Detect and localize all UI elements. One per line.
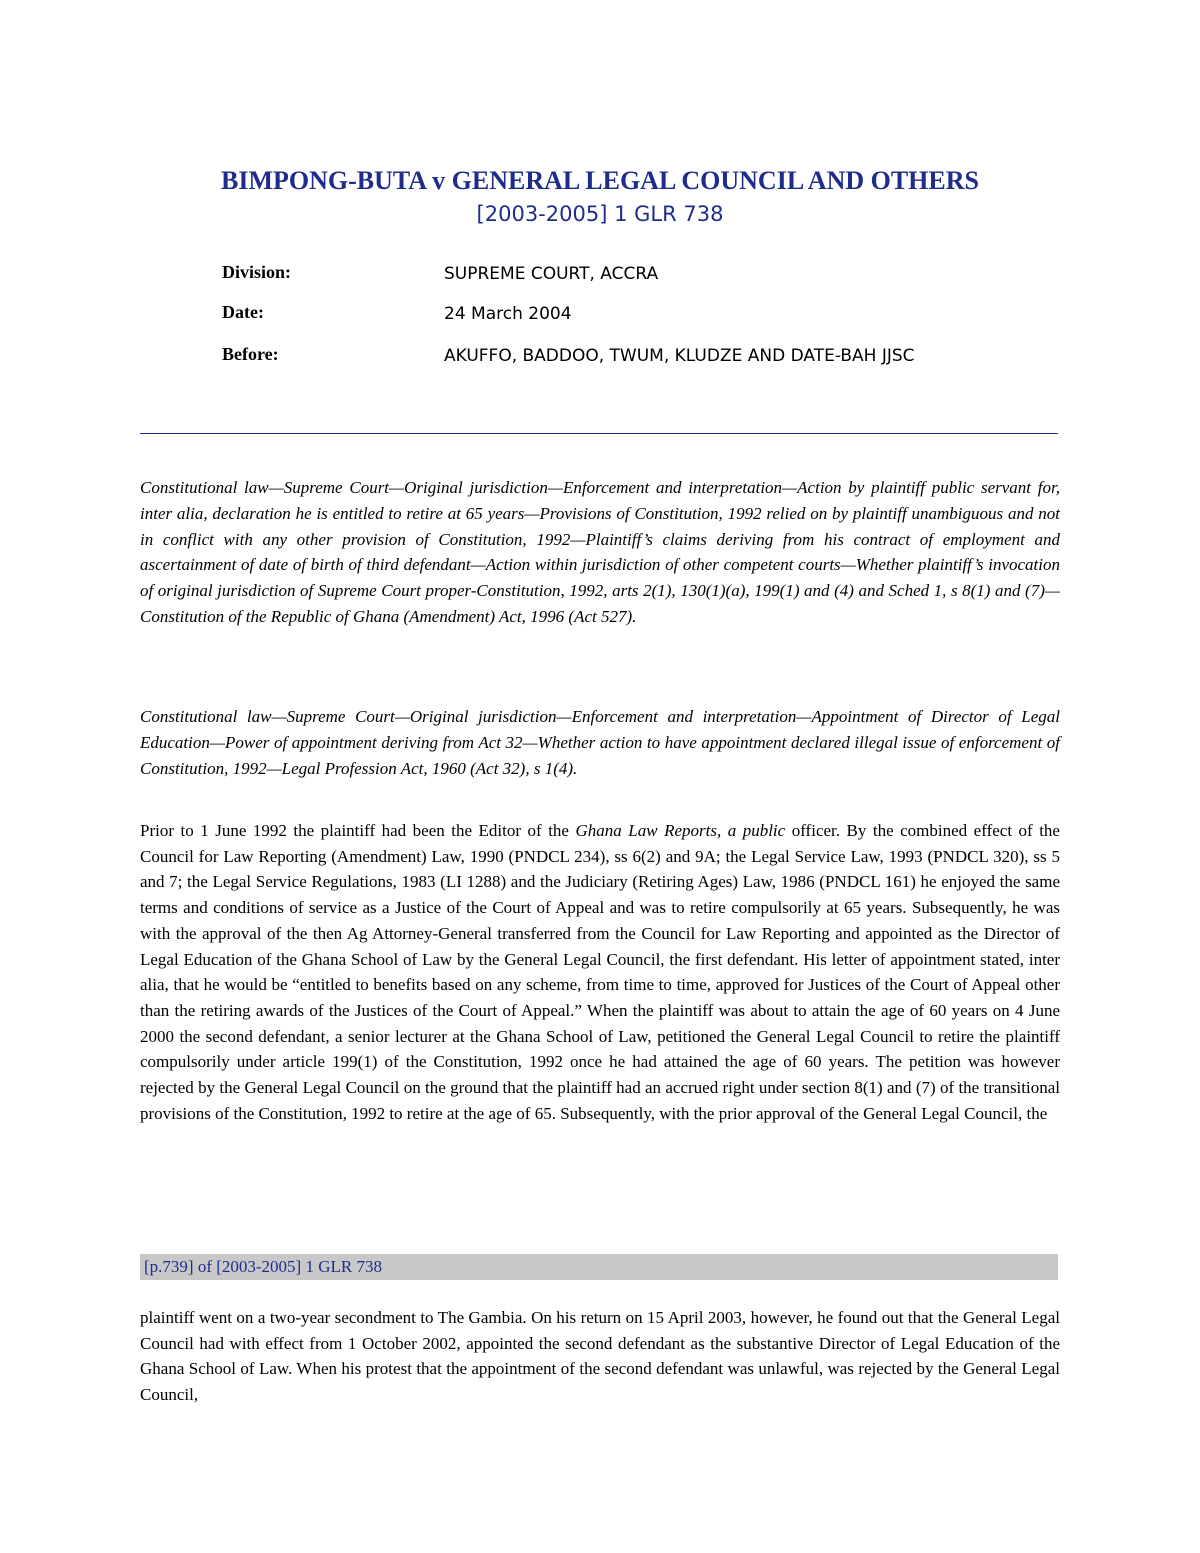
headnote-2: Constitutional law—Supreme Court—Original jurisdiction—Enforcement and interpretation—Appointment of Director of Legal Education—Power of appointment deriving from Act 32—Whether action to have appointment declared illegal issue of enforcement of Constitution, 1992—Legal Profession Act, 1960 (Act 32), s 1(4). [140,707,1060,778]
date-value: 24 March 2004 [444,304,572,324]
page-marker: [p.739] of [2003-2005] 1 GLR 738 [140,1254,1058,1280]
para1-text-start: Prior to 1 June 1992 the plaintiff had been the Editor of the [140,821,576,840]
case-title: BIMPONG-BUTA v GENERAL LEGAL COUNCIL AND OTHERS [221,166,979,195]
para1-text-end: officer. By the combined effect of the Council for Law Reporting (Amendment) Law, 1990 (PNDCL 234), ss 6(2) and 9A; the Legal Service Law, 1993 (PNDCL 320), ss 5 and 7; the Legal Service Regulations, 1983 (LI 1288) and the Judiciary (Retiring Ages) Law, 1986 (PNDCL 161) he enjoyed the same terms and conditions of service as a Justice of the Court of Appeal and was to retire compulsorily at 65 years. Subsequently, he was with the approval of the then Ag Attorney-General transferred from the Council for Law Reporting and appointed as the Director of Legal Education of the Ghana School of Law by the General Legal Council, the first defendant. His letter of appointment stated, inter alia, that he would be “entitled to benefits based on any scheme, from time to time, approved for Justices of the Court of Appeal other than the retiring awards of the Justices of the Court of Appeal.” When the plaintiff was about to attain the age of 60 years on 4 June 2000 the second defendant, a senior lecturer at the Ghana School of Law, petitioned the General Legal Council to retire the plaintiff compulsorily under article 199(1) of the Constitution, 1992 once he had attained the age of 60 years. The petition was however rejected by the General Legal Council on the ground that the plaintiff had an accrued right under section 8(1) and (7) of the transitional provisions of the Constitution, 1992 to retire at the age of 65. Subsequently, with the prior approval of the General Legal Council, the [140,821,1060,1123]
division-label: Division: [222,262,292,282]
date-label: Date: [222,302,264,322]
header-divider [140,433,1058,434]
before-value: AKUFFO, BADDOO, TWUM, KLUDZE AND DATE-BAH JJSC [444,346,915,366]
body-paragraph-2: plaintiff went on a two-year secondment to The Gambia. On his return on 15 April 2003, however, he found out that the General Legal Council had with effect from 1 October 2002, appointed the second defendant as the substantive Director of Legal Education of the Ghana School of Law. When his protest that the appointment of the second defendant was unlawful, was rejected by the General Legal Council, [140,1308,1060,1405]
before-label: Before: [222,344,279,364]
para1-italic-text: Ghana Law Reports, a public [575,821,786,840]
document-page [140,0,1060,1553]
body-paragraph-1 [140,818,1060,1126]
division-value: SUPREME COURT, ACCRA [444,264,659,284]
case-citation: [2003-2005] 1 GLR 738 [476,202,724,226]
headnote-1: Constitutional law—Supreme Court—Original jurisdiction—Enforcement and interpretation—Action by plaintiff public servant for, inter alia, declaration he is entitled to retire at 65 years—Provisions of Constitution, 1992 relied on by plaintiff unambiguous and not in conflict with any other provision of Constitution, 1992—Plaintiff’s claims deriving from his contract of employment and ascertainment of date of birth of third defendant—Action within jurisdiction of other competent courts—Whether plaintiff’s invocation of original jurisdiction of Supreme Court proper-Constitution, 1992, arts 2(1), 130(1)(a), 199(1) and (4) and Sched 1, s 8(1) and (7)—Constitution of the Republic of Ghana (Amendment) Act, 1996 (Act 527). [140,478,1060,626]
